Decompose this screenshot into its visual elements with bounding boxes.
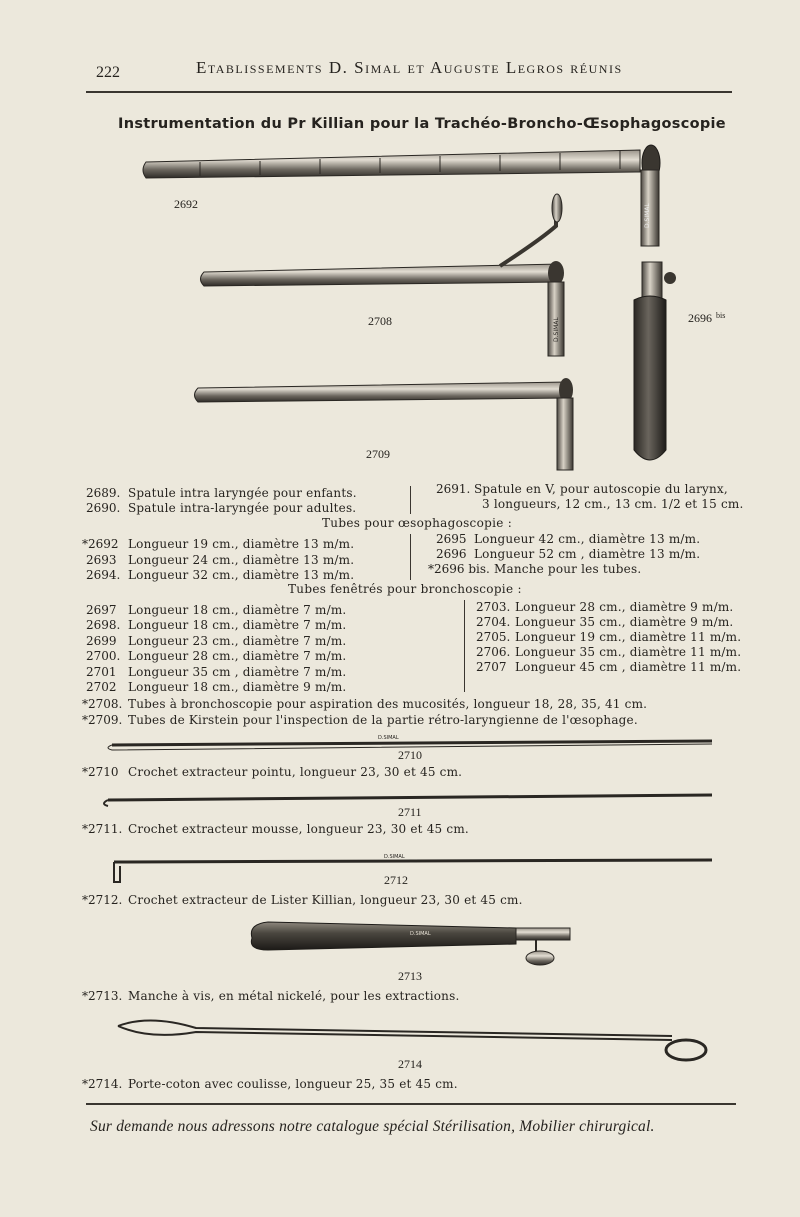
spatule-2691-text: Spatule en V, pour autoscopie du larynx,: [474, 482, 728, 496]
broncho-left-6-number: 2702: [86, 680, 117, 694]
item-2712-number: *2712.: [82, 893, 123, 907]
spatule-divider: [410, 486, 411, 514]
broncho-left-3-text: Longueur 23 cm., diamètre 7 m/m.: [128, 634, 347, 648]
broncho-right-3-number: 2705.: [476, 630, 511, 644]
oeso-right-3-number: *2696 bis.: [428, 562, 490, 576]
item-2713-number: *2713.: [82, 989, 123, 1003]
footer-rule: [86, 1103, 736, 1105]
stamp-2708: D.SIMAL: [553, 317, 560, 342]
broncho-right-2-number: 2704.: [476, 615, 511, 629]
spatule-2690-text: Spatule intra-laryngée pour adultes.: [128, 501, 357, 515]
stamp-2713: D.SIMAL: [410, 931, 431, 937]
page-number: 222: [96, 64, 120, 81]
figure-number-2709: 2709: [366, 447, 390, 461]
broncho-divider: [464, 600, 465, 692]
broncho-left-4-number: 2700.: [86, 649, 121, 663]
oeso-left-1-text: Longueur 19 cm., diamètre 13 m/m.: [128, 537, 355, 551]
oeso-right-3-text: Manche pour les tubes.: [494, 562, 642, 576]
spatule-2691-number: 2691.: [436, 482, 471, 496]
figure-number-2711: 2711: [398, 805, 422, 819]
oeso-left-2-text: Longueur 24 cm., diamètre 13 m/m.: [128, 553, 355, 567]
spatule-2689-text: Spatule intra laryngée pour enfants.: [128, 486, 357, 500]
item-2709-number: *2709.: [82, 713, 123, 727]
item-2708-text: Tubes à bronchoscopie pour aspiration des mucosités, longueur 18, 28, 35, 41 cm.: [128, 697, 648, 711]
footer-note: Sur demande nous adressons notre catalogue spécial Stérilisation, Mobilier chirurgical.: [90, 1118, 655, 1135]
figure-number-2712: 2712: [384, 873, 408, 887]
item-2713-text: Manche à vis, en métal nickelé, pour les extractions.: [128, 989, 460, 1003]
tube-2692-illustration: [143, 145, 660, 246]
section-title: Instrumentation du Pr Killian pour la Trachéo-Broncho-Œsophagoscopie: [118, 116, 726, 132]
figure-number-2714: 2714: [398, 1057, 422, 1071]
tube-2708-illustration: [201, 194, 565, 356]
spatule-2689-number: 2689.: [86, 486, 121, 500]
oeso-right-1-number: 2695: [436, 532, 467, 546]
item-2709-text: Tubes de Kirstein pour l'inspection de la partie rétro-laryngienne de l'œsophage.: [128, 713, 638, 727]
oeso-divider: [410, 534, 411, 580]
broncho-right-4-text: Longueur 35 cm., diamètre 11 m/m.: [515, 645, 742, 659]
figure-number-2696bis: 2696 $^{bis}$: [688, 311, 726, 325]
spatule-2690-number: 2690.: [86, 501, 121, 515]
porte-coton-2714-illustration: [118, 1020, 706, 1060]
item-2710-number: *2710: [82, 765, 119, 779]
broncho-left-1-number: 2697: [86, 603, 117, 617]
stamp-2710: D.SIMAL: [378, 735, 399, 741]
broncho-right-4-number: 2706.: [476, 645, 511, 659]
broncho-left-6-text: Longueur 18 cm., diamètre 9 m/m.: [128, 680, 347, 694]
running-header: Etablissements D. Simal et Auguste Legros réunis: [196, 58, 623, 77]
hook-2712-illustration: [114, 860, 712, 882]
broncho-left-2-text: Longueur 18 cm., diamètre 7 m/m.: [128, 618, 347, 632]
broncho-right-3-text: Longueur 19 cm., diamètre 11 m/m.: [515, 630, 742, 644]
handle-2696bis-illustration: [634, 262, 676, 460]
broncho-right-1-text: Longueur 28 cm., diamètre 9 m/m.: [515, 600, 734, 614]
oeso-left-1-number: *2692: [82, 537, 119, 551]
figure-number-2710: 2710: [398, 748, 422, 762]
broncho-left-5-number: 2701: [86, 665, 117, 679]
figure-number-2713: 2713: [398, 969, 422, 983]
spatule-2691-lengths: 3 longueurs, 12 cm., 13 cm. 1/2 et 15 cm.: [482, 497, 744, 511]
oeso-right-1-text: Longueur 42 cm., diamètre 13 m/m.: [474, 532, 701, 546]
item-2714-text: Porte-coton avec coulisse, longueur 25, 35 et 45 cm.: [128, 1077, 458, 1091]
oeso-left-3-text: Longueur 32 cm., diamètre 13 m/m.: [128, 568, 355, 582]
figure-number-2692: 2692: [174, 197, 198, 211]
broncho-right-5-number: 2707: [476, 660, 507, 674]
oeso-left-3-number: 2694.: [86, 568, 121, 582]
item-2710-text: Crochet extracteur pointu, longueur 23, 30 et 45 cm.: [128, 765, 463, 779]
item-2708-number: *2708.: [82, 697, 123, 711]
stamp-2692: D.SIMAL: [644, 203, 651, 228]
broncho-right-1-number: 2703.: [476, 600, 511, 614]
oeso-right-2-number: 2696: [436, 547, 467, 561]
broncho-subtitle: Tubes fenêtrés pour bronchoscopie :: [288, 582, 522, 596]
item-2712-text: Crochet extracteur de Lister Killian, longueur 23, 30 et 45 cm.: [128, 893, 523, 907]
broncho-left-3-number: 2699: [86, 634, 117, 648]
oeso-right-2-text: Longueur 52 cm , diamètre 13 m/m.: [474, 547, 701, 561]
handle-2713-illustration: [251, 922, 570, 965]
oeso-left-2-number: 2693: [86, 553, 117, 567]
broncho-left-5-text: Longueur 35 cm , diamètre 7 m/m.: [128, 665, 347, 679]
broncho-right-2-text: Longueur 35 cm., diamètre 9 m/m.: [515, 615, 734, 629]
item-2711-number: *2711.: [82, 822, 123, 836]
item-2711-text: Crochet extracteur mousse, longueur 23, 30 et 45 cm.: [128, 822, 469, 836]
broncho-left-1-text: Longueur 18 cm., diamètre 7 m/m.: [128, 603, 347, 617]
oesophago-subtitle: Tubes pour œsophagoscopie :: [322, 516, 513, 530]
stamp-2712: D.SIMAL: [384, 854, 405, 860]
broncho-right-5-text: Longueur 45 cm , diamètre 11 m/m.: [515, 660, 742, 674]
broncho-left-2-number: 2698.: [86, 618, 121, 632]
figure-number-2708: 2708: [368, 314, 392, 328]
broncho-left-4-text: Longueur 28 cm., diamètre 7 m/m.: [128, 649, 347, 663]
item-2714-number: *2714.: [82, 1077, 123, 1091]
